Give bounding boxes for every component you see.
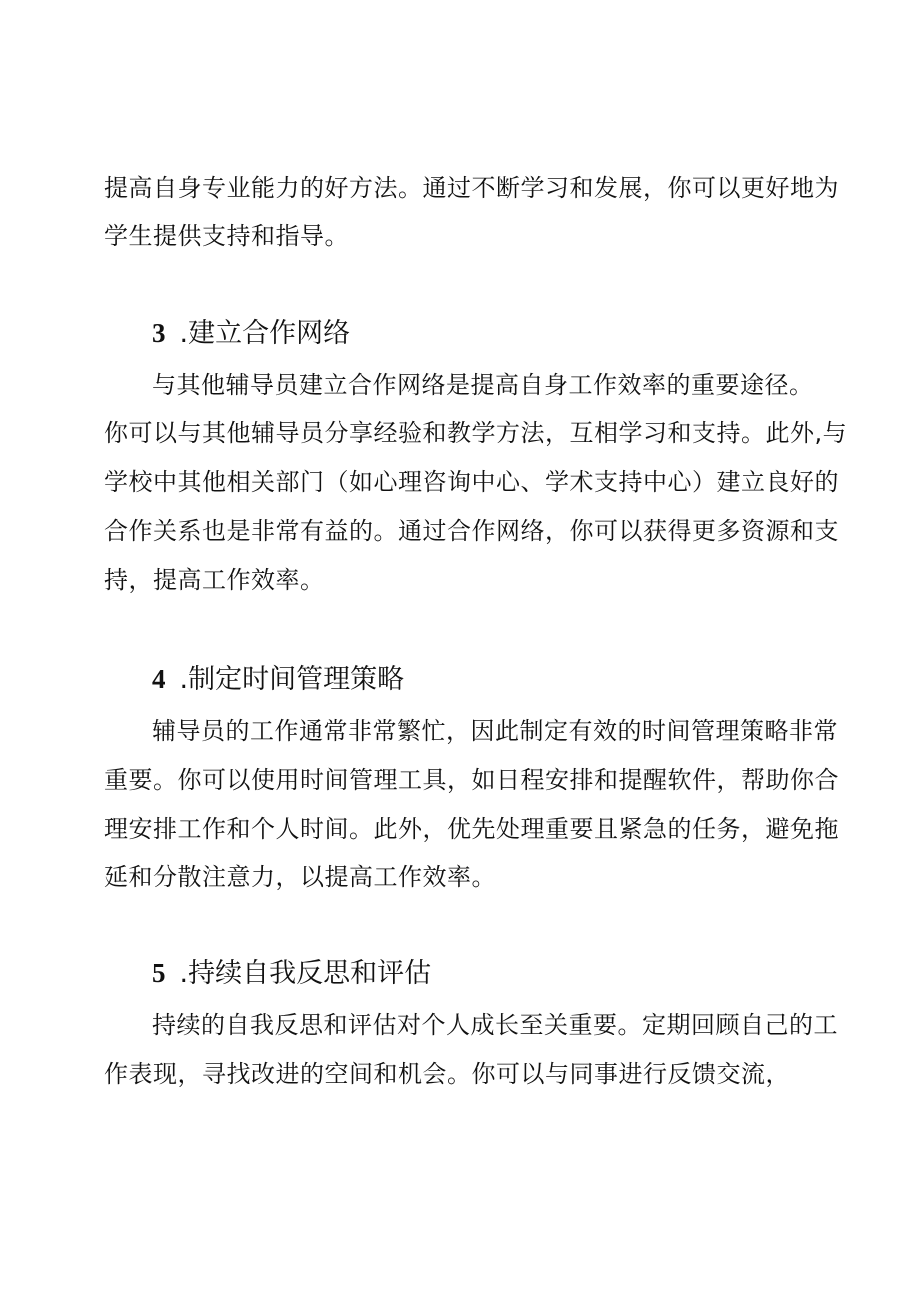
section-title: .建立合作网络 (179, 318, 351, 349)
intro-line: 提高自身专业能力的好方法。通过不断学习和发展，你可以更好地为 (104, 174, 839, 202)
intro-line: 学生提供支持和指导。 (104, 222, 349, 250)
paragraph-line: 作表现，寻找改进的空间和机会。你可以与同事进行反馈交流， (104, 1060, 790, 1088)
section-number: 3 (152, 318, 166, 348)
paragraph-line: 持续的自我反思和评估对个人成长至关重要。定期回顾自己的工 (152, 1011, 838, 1039)
paragraph-line: 合作关系也是非常有益的。通过合作网络，你可以获得更多资源和支 (104, 517, 839, 545)
section-heading-4 (152, 662, 404, 697)
paragraph-line: 持，提高工作效率。 (104, 566, 325, 594)
paragraph-line: 重要。你可以使用时间管理工具，如日程安排和提醒软件，帮助你合 (104, 766, 839, 794)
section-heading-3 (152, 316, 350, 351)
paragraph-line: 辅导员的工作通常非常繁忙，因此制定有效的时间管理策略非常 (152, 717, 838, 745)
paragraph-line: 与其他辅导员建立合作网络是提高自身工作效率的重要途径。 (152, 371, 814, 399)
section-title: .制定时间管理策略 (179, 664, 405, 695)
paragraph-line: 学校中其他相关部门（如心理咨询中心、学术支持中心）建立良好的 (104, 468, 839, 496)
paragraph-line: 延和分散注意力，以提高工作效率。 (104, 863, 496, 891)
section-number: 5 (152, 958, 166, 988)
section-number: 4 (152, 664, 166, 694)
paragraph-line: 理安排工作和个人时间。此外，优先处理重要且紧急的任务，避免拖 (104, 815, 839, 843)
paragraph-line: 你可以与其他辅导员分享经验和教学方法，互相学习和支持。此外,与 (104, 419, 848, 447)
section-heading-5 (152, 956, 431, 991)
section-title: .持续自我反思和评估 (179, 958, 432, 989)
